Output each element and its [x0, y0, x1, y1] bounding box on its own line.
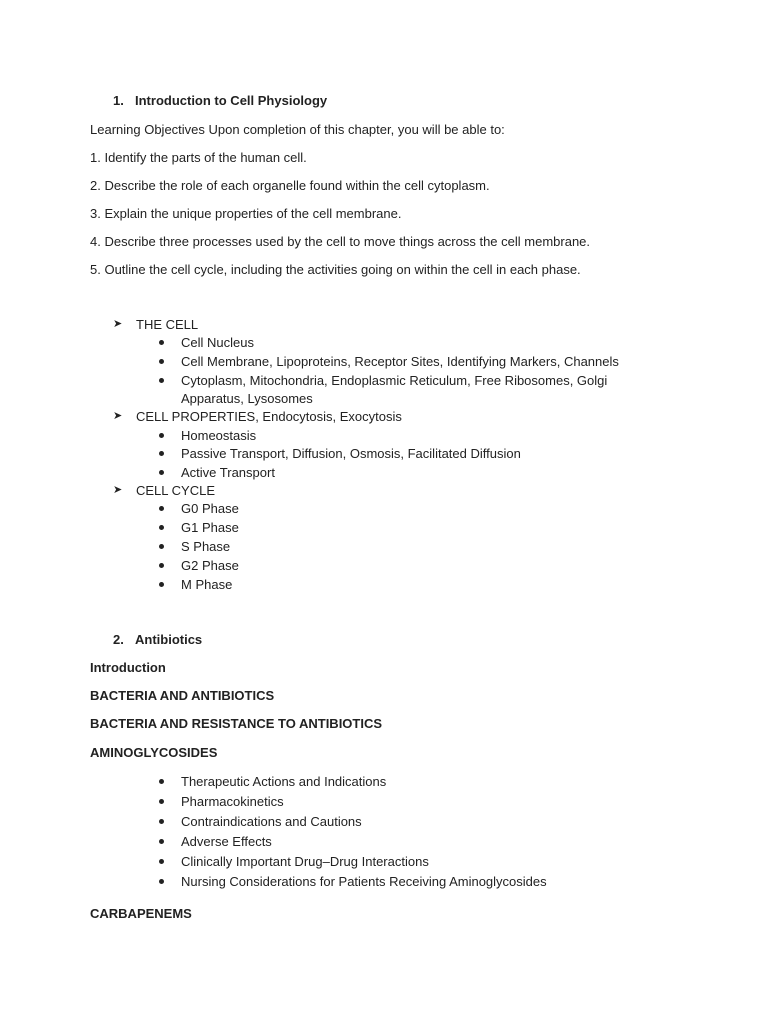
arrow-bullet-icon: ➤: [113, 318, 123, 330]
list-item: M Phase: [181, 577, 233, 592]
subheading-introduction: Introduction: [90, 660, 166, 675]
section-2-number: 2.: [113, 632, 124, 647]
list-item: Active Transport: [181, 465, 275, 480]
group-heading-cell-properties: CELL PROPERTIES, Endocytosis, Exocytosis: [136, 409, 402, 424]
objective-2: 2. Describe the role of each organelle found within the cell cytoplasm.: [90, 178, 490, 193]
bullet-dot-icon: [159, 779, 164, 784]
bullet-dot-icon: [159, 839, 164, 844]
list-item: Therapeutic Actions and Indications: [181, 774, 387, 789]
arrow-bullet-icon: ➤: [113, 484, 123, 496]
list-item: Pharmacokinetics: [181, 794, 284, 809]
list-item: Cell Nucleus: [181, 335, 254, 350]
list-item: Contraindications and Cautions: [181, 814, 362, 829]
bullet-dot-icon: [159, 451, 164, 456]
arrow-bullet-icon: ➤: [113, 410, 123, 422]
list-item: Cytoplasm, Mitochondria, Endoplasmic Reticulum, Free Ribosomes, Golgi: [181, 373, 608, 388]
group-heading-cell-cycle: CELL CYCLE: [136, 483, 215, 498]
objective-1: 1. Identify the parts of the human cell.: [90, 150, 307, 165]
subheading-aminoglycosides: AMINOGLYCOSIDES: [90, 745, 218, 760]
objective-4: 4. Describe three processes used by the cell to move things across the cell membrane.: [90, 234, 591, 249]
bullet-dot-icon: [159, 359, 164, 364]
bullet-dot-icon: [159, 378, 164, 383]
list-item-continuation: Apparatus, Lysosomes: [181, 391, 313, 406]
objective-3: 3. Explain the unique properties of the cell membrane.: [90, 206, 402, 221]
list-item: Adverse Effects: [181, 834, 272, 849]
bullet-dot-icon: [159, 799, 164, 804]
bullet-dot-icon: [159, 563, 164, 568]
bullet-dot-icon: [159, 879, 164, 884]
section-2-title: Antibiotics: [135, 632, 203, 647]
bullet-dot-icon: [159, 859, 164, 864]
subheading-bacteria-resistance: BACTERIA AND RESISTANCE TO ANTIBIOTICS: [90, 716, 383, 731]
list-item: Nursing Considerations for Patients Receiving Aminoglycosides: [181, 874, 547, 889]
section-2-heading: [113, 631, 202, 648]
section-1-heading: [113, 92, 327, 109]
objectives-intro: Learning Objectives Upon completion of this chapter, you will be able to:: [90, 122, 505, 137]
list-item: Passive Transport, Diffusion, Osmosis, Facilitated Diffusion: [181, 446, 521, 461]
list-item: Homeostasis: [181, 428, 257, 443]
list-item: Cell Membrane, Lipoproteins, Receptor Sites, Identifying Markers, Channels: [181, 354, 619, 369]
bullet-dot-icon: [159, 582, 164, 587]
list-item: G2 Phase: [181, 558, 239, 573]
bullet-dot-icon: [159, 470, 164, 475]
group-heading-the-cell: THE CELL: [136, 317, 199, 332]
bullet-dot-icon: [159, 340, 164, 345]
list-item: S Phase: [181, 539, 231, 554]
bullet-dot-icon: [159, 506, 164, 511]
objective-5: 5. Outline the cell cycle, including the activities going on within the cell in each phase.: [90, 262, 581, 277]
section-1-number: 1.: [113, 93, 124, 108]
bullet-dot-icon: [159, 433, 164, 438]
list-item: G0 Phase: [181, 501, 239, 516]
section-1-title: Introduction to Cell Physiology: [135, 93, 328, 108]
bullet-dot-icon: [159, 525, 164, 530]
bullet-dot-icon: [159, 819, 164, 824]
list-item: G1 Phase: [181, 520, 239, 535]
list-item: Clinically Important Drug–Drug Interactions: [181, 854, 429, 869]
subheading-bacteria-and-antibiotics: BACTERIA AND ANTIBIOTICS: [90, 688, 275, 703]
bullet-dot-icon: [159, 544, 164, 549]
subheading-carbapenems: CARBAPENEMS: [90, 906, 192, 921]
